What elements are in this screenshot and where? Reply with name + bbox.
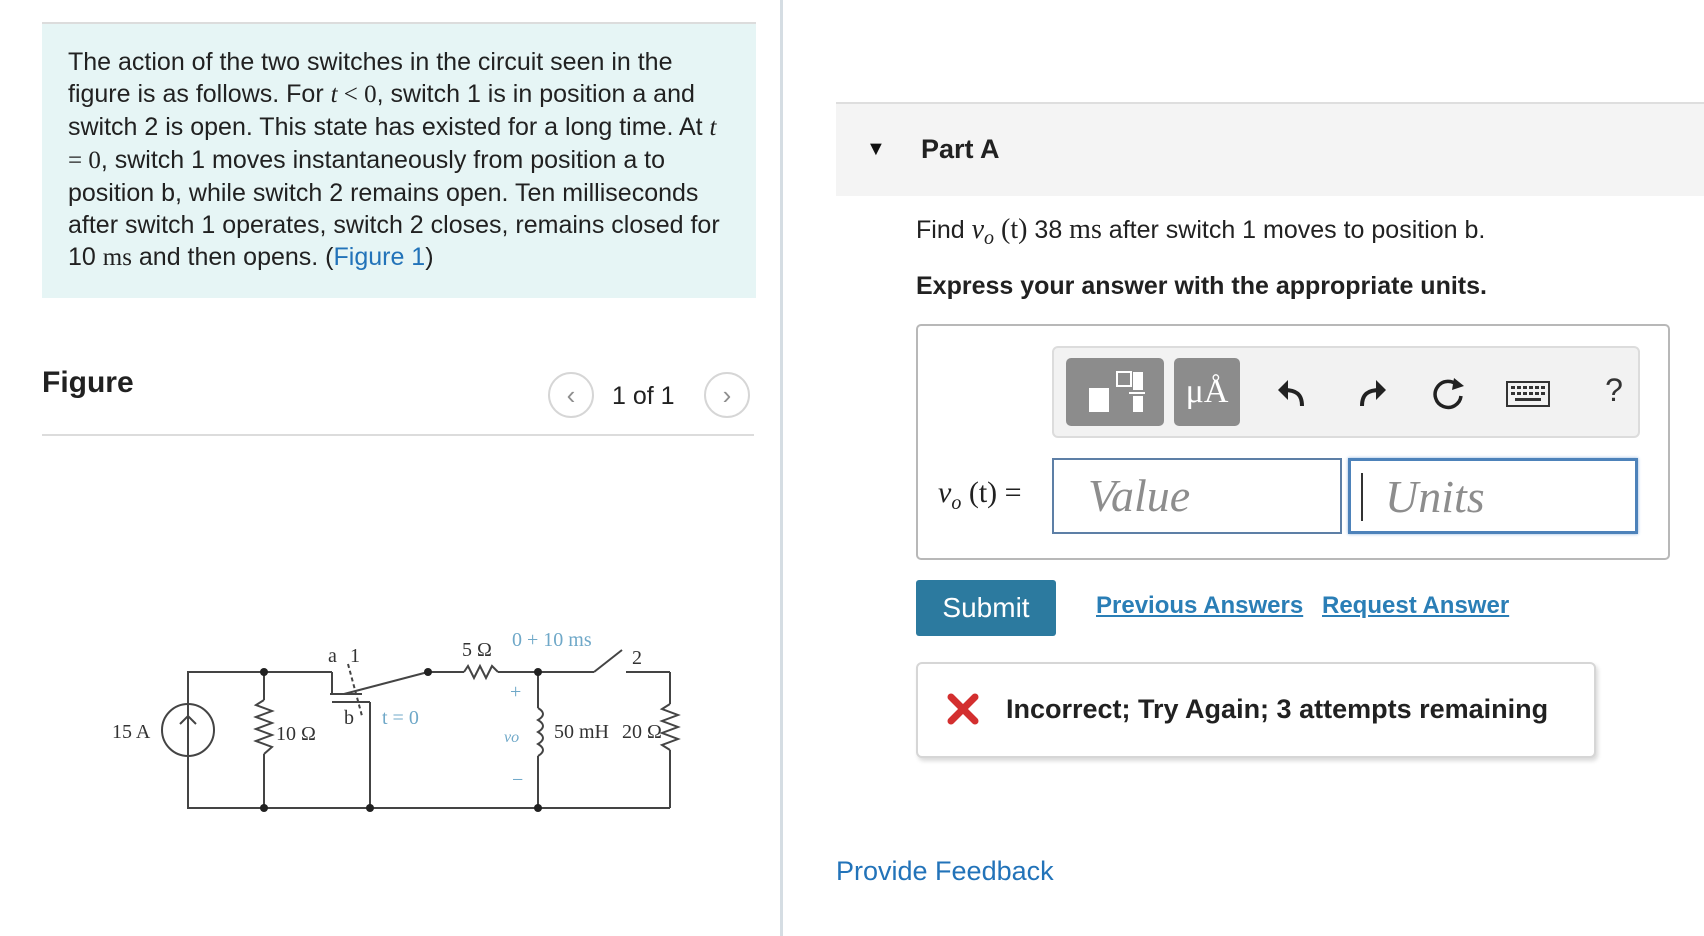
inductor [538, 708, 543, 756]
minus-sign: − [512, 769, 524, 791]
submit-button[interactable]: Submit [916, 580, 1056, 636]
feedback-message [916, 662, 1596, 758]
resistor-10 [256, 700, 272, 754]
vo-label: vo [504, 729, 520, 746]
position-b-label: b [344, 707, 354, 729]
undo-icon [1274, 376, 1310, 412]
value-input[interactable]: Value [1052, 458, 1342, 534]
figure-title: Figure [42, 366, 134, 399]
resistor-20 [662, 704, 678, 750]
switch-2-label: 2 [632, 647, 642, 669]
resistor-20-label: 20 Ω [622, 721, 662, 743]
redo-icon [1354, 376, 1390, 412]
keyboard-icon [1506, 381, 1550, 407]
reset-button[interactable] [1426, 372, 1470, 416]
redo-button[interactable] [1350, 372, 1394, 416]
math-toolbar [1052, 346, 1640, 438]
switch-1-time-label: t = 0 [382, 707, 419, 729]
figure-link[interactable]: Figure 1 [333, 243, 426, 271]
pane-divider[interactable] [780, 0, 783, 936]
question-text: Find $v_o$ (t) 38 ms after switch 1 moves to position b. [916, 214, 1486, 249]
next-figure-button[interactable] [704, 372, 750, 418]
problem-text: The action of the two switches in the circuit seen in the figure is as follows. For t < 0, switch 1 is in position a and switch 2 is open. This state has existed for a long time. At t = 0, switch 1 moves instantaneously from position a to position b, while switch 2 remains open. Ten milliseconds after switch 1 operates, switch 2 closes, remains closed for 10 ms and then opens. (Figure 1) [68, 48, 720, 271]
figure-counter: 1 of 1 [612, 382, 675, 410]
provide-feedback-link[interactable]: Provide Feedback [836, 856, 1054, 886]
position-a-label: a [328, 645, 337, 667]
source-label: 15 A [112, 721, 151, 743]
resistor-5 [464, 666, 498, 678]
inductor-label: 50 mH [554, 721, 609, 743]
switch-2-time-label: 0 + 10 ms [512, 629, 592, 651]
request-answer-link[interactable]: Request Answer [1322, 592, 1510, 619]
resistor-5-label: 5 Ω [462, 639, 492, 661]
text-caret [1361, 473, 1363, 521]
problem-statement [42, 22, 756, 298]
collapse-triangle-icon[interactable]: ▼ [866, 138, 886, 160]
chevron-right-icon: › [722, 379, 732, 410]
units-input[interactable]: Units [1348, 458, 1638, 534]
answer-panel [916, 324, 1670, 560]
keyboard-button[interactable] [1502, 372, 1554, 416]
reset-icon [1428, 374, 1468, 414]
part-title: Part A [921, 134, 1000, 164]
help-button[interactable]: ? [1605, 371, 1623, 408]
chevron-left-icon: ‹ [566, 379, 576, 410]
incorrect-x-icon [946, 692, 980, 726]
templates-icon [1083, 366, 1147, 418]
previous-figure-button[interactable] [548, 372, 594, 418]
answer-variable-label: $v_o$ (t) = [938, 476, 1022, 514]
instructions: Express your answer with the appropriate units. [916, 272, 1487, 300]
previous-answers-link[interactable]: Previous Answers [1096, 592, 1304, 619]
undo-button[interactable] [1270, 372, 1314, 416]
switch-1 [344, 672, 428, 694]
templates-button[interactable] [1066, 358, 1164, 426]
switch-1-label: 1 [350, 645, 360, 667]
switch-2 [594, 650, 622, 672]
feedback-text: Incorrect; Try Again; 3 attempts remaining [1006, 694, 1549, 724]
circuit-diagram[interactable] [100, 620, 720, 830]
resistor-10-label: 10 Ω [276, 723, 316, 745]
part-a-header[interactable] [836, 102, 1704, 196]
figure-divider [42, 434, 754, 436]
plus-sign: + [510, 681, 522, 703]
units-button[interactable]: μÅ [1174, 358, 1240, 426]
